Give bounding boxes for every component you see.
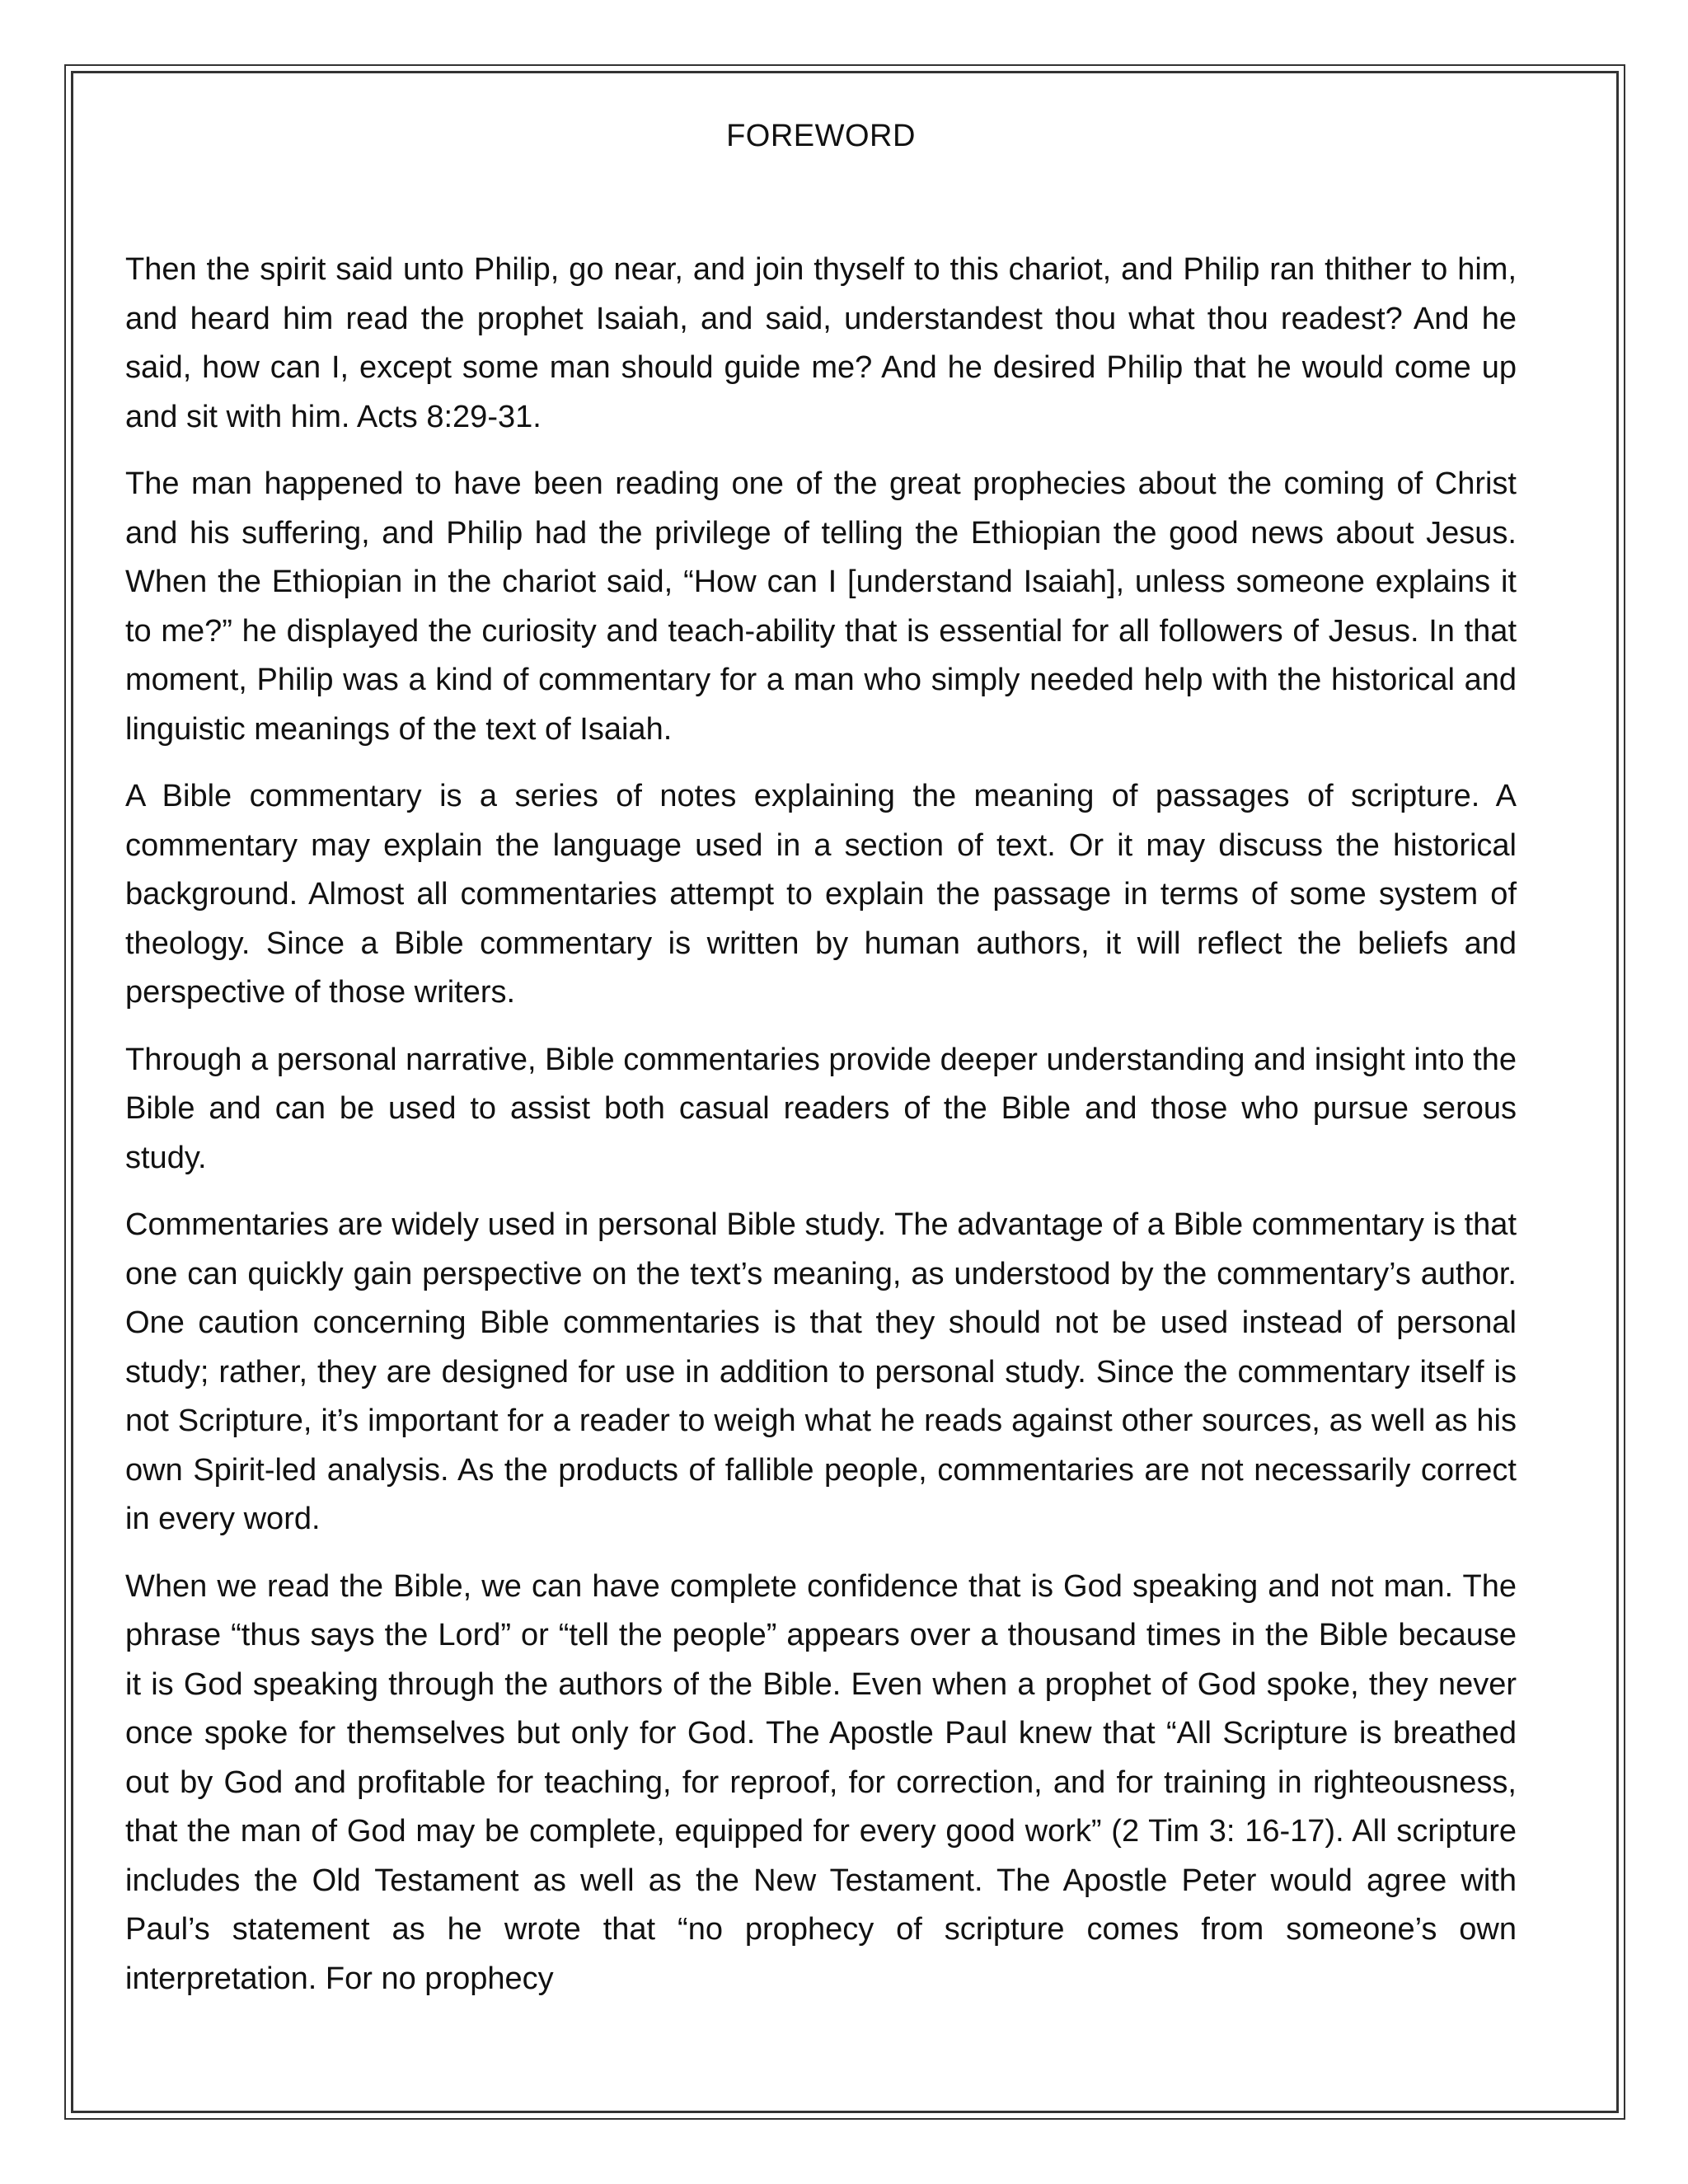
paragraph-6: When we read the Bible, we can have complete confidence that is God speaking and not man. The phrase “thus says the Lord” or “tell the people” appears over a thousand times in the Bible because it is God speaking through the authors of the Bible. Even when a prophet of God spoke, they never once spoke for themselves but only for God. The Apostle Paul knew that “All Scripture is breathed out by God and profitable for teaching, for reproof, for correction, and for training in righteousness, that the man of God may be complete, equipped for every good work” (2 Tim 3: 16-17). All scripture includes the Old Testament as well as the New Testament. The Apostle Peter would agree with Paul’s statement as he wrote that “no prophecy of scripture comes from someone’s own interpretation. For no prophecy	[125, 1568, 1517, 1996]
document-body	[125, 107, 1517, 2022]
paragraph-2: The man happened to have been reading one of the great prophecies about the coming of Christ and his suffering, and Philip had the privilege of telling the Ethiopian the good news about Jesus. When the Ethiopian in the chariot said, “How can I [understand Isaiah], unless someone explains it to me?” he displayed the curiosity and teach-ability that is essential for all followers of Jesus. In that moment, Philip was a kind of commentary for a man who simply needed help with the historical and linguistic meanings of the text of Isaiah.	[125, 466, 1517, 747]
paragraph-5: Commentaries are widely used in personal Bible study. The advantage of a Bible commentary is that one can quickly gain perspective on the text’s meaning, as understood by the commentary’s author. One caution concerning Bible commentaries is that they should not be used instead of personal study; rather, they are designed for use in addition to personal study. Since the commentary itself is not Scripture, it’s important for a reader to weigh what he reads against other sources, as well as his own Spirit-led analysis. As the products of fallible people, commentaries are not necessarily correct in every word.	[125, 1207, 1517, 1536]
paragraph-3: A Bible commentary is a series of notes explaining the meaning of passages of scripture. A commentary may explain the language used in a section of text. Or it may discuss the historical background. Almost all commentaries attempt to explain the passage in terms of some system of theology. Since a Bible commentary is written by human authors, it will reflect the beliefs and perspective of those writers.	[125, 779, 1517, 1010]
paragraph-4: Through a personal narrative, Bible commentaries provide deeper understanding and insight into the Bible and can be used to assist both casual readers of the Bible and those who pursue serous study.	[125, 1042, 1517, 1175]
paragraph-1: Then the spirit said unto Philip, go near, and join thyself to this chariot, and Philip ran thither to him, and heard him read the prophet Isaiah, and said, understandest thou what thou readest? And he said, how can I, except some man should guide me? And he desired Philip that he would come up and sit with him. Acts 8:29-31.	[125, 252, 1517, 434]
page-title: FOREWORD	[726, 119, 916, 153]
